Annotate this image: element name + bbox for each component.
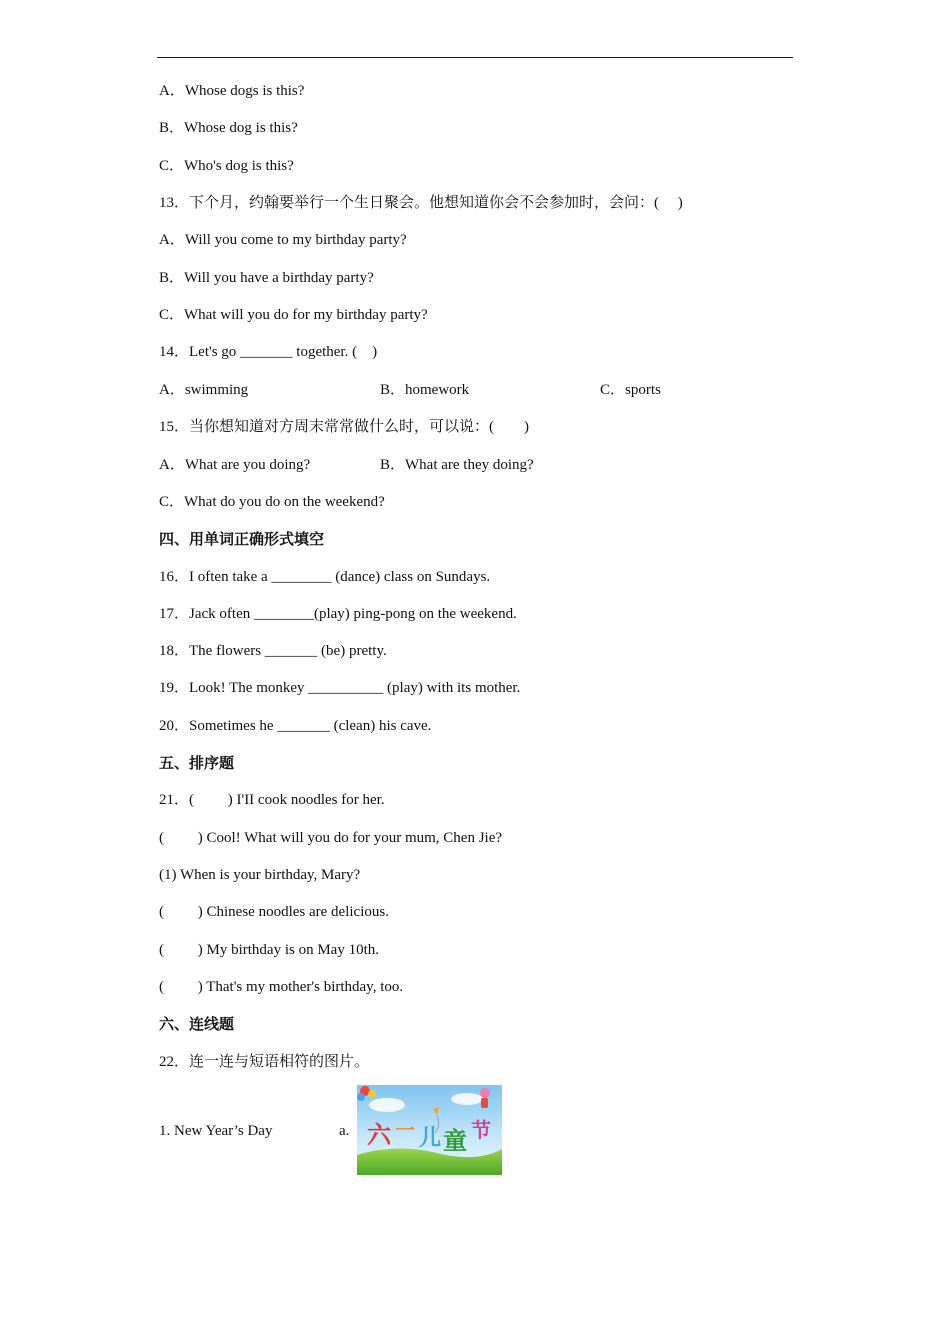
q16: 16．I often take a ________ (dance) class on Sundays. bbox=[159, 569, 491, 585]
q18: 18．The flowers _______ (be) pretty. bbox=[159, 643, 387, 659]
q17: 17．Jack often ________(play) ping-pong on the weekend. bbox=[159, 606, 517, 622]
q20: 20．Sometimes he _______ (clean) his cave. bbox=[159, 718, 432, 734]
q21-line-4: ( ) Chinese noodles are delicious. bbox=[159, 904, 389, 920]
q13-option-a: A．Will you come to my birthday party? bbox=[159, 232, 407, 248]
q13-stem: 13．下个月，约翰要举行一个生日聚会。他想知道你会不会参加时，会问：( ) bbox=[159, 195, 683, 211]
match-left-item: 1. New Year’s Day bbox=[159, 1123, 273, 1139]
svg-text:节: 节 bbox=[471, 1118, 491, 1142]
q15-option-a: A．What are you doing? bbox=[159, 457, 311, 473]
q21-line-5: ( ) My birthday is on May 10th. bbox=[159, 942, 379, 958]
q21-line-2: ( ) Cool! What will you do for your mum, Chen Jie? bbox=[159, 830, 503, 846]
section5-heading: 五、排序题 bbox=[159, 754, 235, 772]
q12-option-b: B．Whose dog is this? bbox=[159, 120, 298, 136]
q15-option-c: C．What do you do on the weekend? bbox=[159, 494, 385, 510]
svg-text:童: 童 bbox=[443, 1127, 467, 1155]
q13-option-c: C．What will you do for my birthday party? bbox=[159, 307, 428, 323]
q14-option-a: A．swimming bbox=[159, 382, 249, 398]
svg-text:六: 六 bbox=[367, 1121, 391, 1149]
q12-option-a: A．Whose dogs is this? bbox=[159, 83, 305, 99]
q14-option-c: C．sports bbox=[600, 382, 661, 398]
svg-text:儿: 儿 bbox=[419, 1126, 442, 1151]
header-rule bbox=[157, 57, 793, 58]
section4-heading: 四、用单词正确形式填空 bbox=[159, 530, 325, 548]
childrens-day-image bbox=[357, 1085, 502, 1175]
q21-line-1: 21．( ) I'II cook noodles for her. bbox=[159, 792, 385, 808]
q13-option-b: B．Will you have a birthday party? bbox=[159, 270, 374, 286]
q21-line-6: ( ) That's my mother's birthday, too. bbox=[159, 979, 404, 995]
q15-stem: 15．当你想知道对方周末常常做什么时，可以说：( ) bbox=[159, 419, 529, 435]
q22-stem: 22．连一连与短语相符的图片。 bbox=[159, 1054, 370, 1070]
q12-option-c: C．Who's dog is this? bbox=[159, 158, 294, 174]
section6-heading: 六、连线题 bbox=[159, 1015, 235, 1033]
q15-option-b: B．What are they doing? bbox=[380, 457, 534, 473]
q14-option-b: B．homework bbox=[380, 382, 470, 398]
q14-stem: 14．Let's go _______ together. ( ) bbox=[159, 344, 378, 360]
svg-text:一: 一 bbox=[395, 1118, 415, 1142]
q21-line-3: (1) When is your birthday, Mary? bbox=[159, 867, 361, 883]
q19: 19．Look! The monkey __________ (play) with its mother. bbox=[159, 680, 521, 696]
match-right-label: a. bbox=[339, 1123, 350, 1139]
